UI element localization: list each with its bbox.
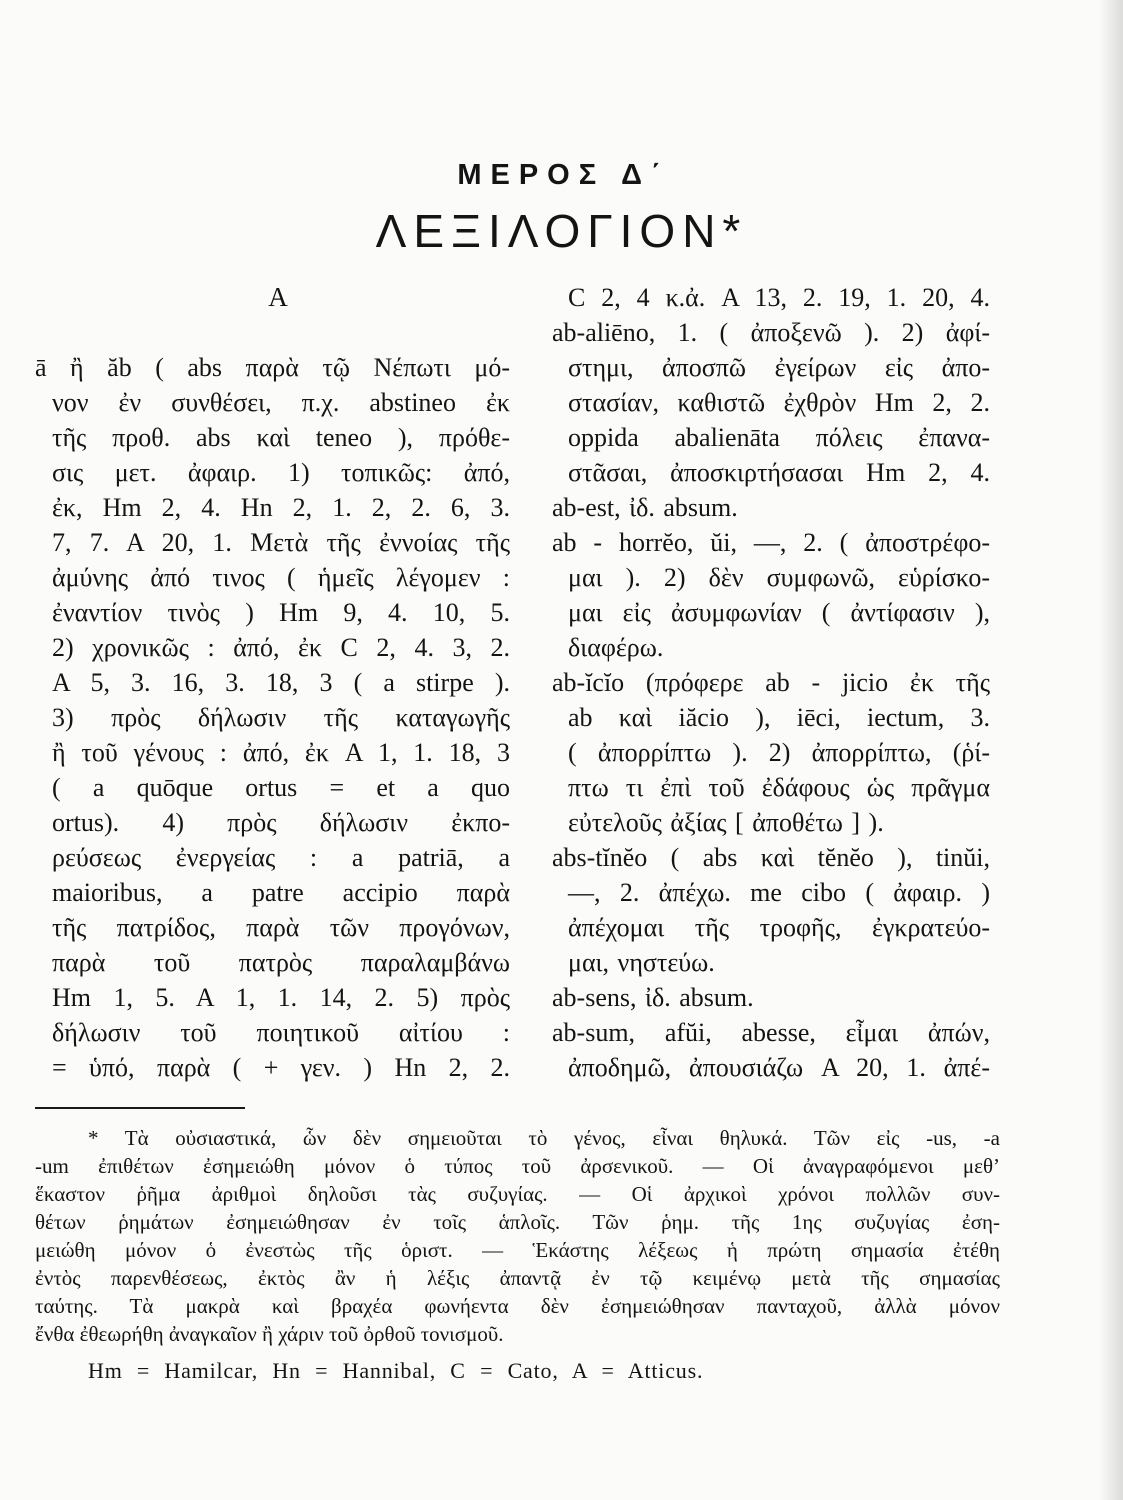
entry-line: 2) χρονικῶς : ἀπό, ἐκ C 2, 4. 3, 2. — [52, 633, 510, 662]
footnote-line: μειώθη μόνον ὁ ἐνεστὼς τῆς ὁριστ. — Ἑκάστης λέξεως ἡ πρώτη σημασία ἐτέθη — [35, 1238, 1000, 1262]
entry-line: μαι, νηστεύω. — [568, 948, 715, 977]
right-column — [552, 280, 990, 1085]
entry-line: διαφέρω. — [568, 633, 664, 662]
entry-line: ( a quōque ortus = et a quo — [52, 773, 510, 802]
entry-line: ( ἀπορρίπτω ). 2) ἀπορρίπτω, (ῥί- — [568, 738, 990, 767]
entry-line: εὐτελοῦς ἀξίας [ ἀποθέτω ] ). — [568, 808, 884, 837]
entry-line: maioribus, a patre accipio παρὰ — [52, 878, 510, 907]
footnote-line: ταύτης. Τὰ μακρὰ καὶ βραχέα φωνήεντα δὲν ἐσημειώθησαν πανταχοῦ, ἀλλὰ μόνον — [35, 1294, 1000, 1318]
entry-line: = ὑπό, παρὰ ( + γεν. ) Hn 2, 2. — [52, 1053, 510, 1082]
footnote-line: * Τὰ οὐσιαστικά, ὧν δὲν σημειοῦται τὸ γένος, εἶναι θηλυκά. Τῶν εἰς -us, -a — [88, 1126, 1000, 1150]
entry-line: ab - horrĕo, ŭi, —, 2. ( ἀποστρέφο- — [552, 528, 990, 557]
entry-line: ἐκ, Hm 2, 4. Hn 2, 1. 2, 2. 6, 3. — [52, 493, 510, 522]
entry-line: ab-ĭcĭo (πρόφερε ab - jicio ἐκ τῆς — [552, 668, 990, 697]
entry-line: ā ἢ ăb ( abs παρὰ τῷ Νέπωτι μό- — [35, 353, 510, 382]
entry-line: ἐναντίον τινὸς ) Hm 9, 4. 10, 5. — [52, 598, 510, 627]
entry-line: νον ἐν συνθέσει, π.χ. abstineo ἐκ — [52, 388, 510, 417]
entry-line: στασίαν, καθιστῶ ἐχθρὸν Hm 2, 2. — [568, 388, 990, 417]
entry-line: ab-est, ἰδ. absum. — [552, 493, 738, 522]
entry-line: ἢ τοῦ γένους : ἀπό, ἐκ A 1, 1. 18, 3 — [52, 738, 510, 767]
entry-line: παρὰ τοῦ πατρὸς παραλαμβάνω — [52, 948, 510, 977]
entry-line: πτω τι ἐπὶ τοῦ ἐδάφους ὡς πρᾶγμα — [568, 773, 990, 802]
entry-line: oppida abalienāta πόλεις ἐπανα- — [568, 423, 990, 452]
entry-line: στημι, ἀποσπῶ ἐγείρων εἰς ἀπο- — [568, 353, 990, 382]
section-letter-heading: A — [268, 282, 288, 312]
entry-line: δήλωσιν τοῦ ποιητικοῦ αἰτίου : — [52, 1018, 510, 1047]
abbreviations-key: Hm = Hamilcar, Hn = Hannibal, C = Cato, A = Atticus. — [88, 1358, 704, 1383]
footnote-line: θέτων ῥημάτων ἐσημειώθησαν ἐν τοῖς ἁπλοῖς. Τῶν ῥημ. τῆς 1ης συζυγίας ἐση- — [35, 1210, 1000, 1234]
footnote — [35, 1124, 1000, 1385]
entry-line: τῆς προθ. abs καὶ teneo ), πρόθε- — [52, 423, 510, 452]
entry-line: 3) πρὸς δήλωσιν τῆς καταγωγῆς — [52, 703, 510, 732]
footnote-line: ἕκαστον ῥῆμα ἀριθμοὶ δηλοῦσι τὰς συζυγίας. — Οἱ ἀρχικοὶ χρόνοι πολλῶν συν- — [35, 1182, 1000, 1206]
footnote-line: -um ἐπιθέτων ἐσημειώθη μόνον ὁ τύπος τοῦ ἀρσενικοῦ. — Οἱ ἀναγραφόμενοι μεθ’ — [35, 1154, 1000, 1178]
entry-line: ἀμύνης ἀπό τινος ( ἡμεῖς λέγομεν : — [52, 563, 510, 592]
entry-line: 7, 7. A 20, 1. Μετὰ τῆς ἐννοίας τῆς — [52, 528, 510, 557]
entry-line: Hm 1, 5. A 1, 1. 14, 2. 5) πρὸς — [52, 983, 510, 1012]
entry-line: ρεύσεως ἐνεργείας : a patriā, a — [52, 843, 510, 872]
part-heading: ΜΕΡΟΣ Δ΄ — [457, 159, 670, 191]
lexicon-title: ΛΕΞΙΛΟΓΙΟΝ* — [375, 205, 748, 257]
entry-line: ab-sens, ἰδ. absum. — [552, 983, 754, 1012]
entry-line: μαι ). 2) δὲν συμφωνῶ, εὑρίσκο- — [568, 563, 990, 592]
entry-line: μαι εἰς ἀσυμφωνίαν ( ἀντίφασιν ), — [568, 598, 990, 627]
entry-line: στᾶσαι, ἀποσκιρτήσασαι Hm 2, 4. — [568, 458, 990, 487]
entry-line: ab-sum, afŭi, abesse, εἶμαι ἀπών, — [552, 1018, 990, 1047]
entry-line: σις μετ. ἀφαιρ. 1) τοπικῶς: ἀπό, — [52, 458, 510, 487]
entry-line: abs-tĭnĕo ( abs καὶ tĕnĕo ), tinŭi, — [552, 843, 990, 872]
entry-line: ortus). 4) πρὸς δήλωσιν ἐκπο- — [52, 808, 510, 837]
left-column — [35, 350, 510, 1085]
entry-line: ἀποδημῶ, ἀπουσιάζω A 20, 1. ἀπέ- — [568, 1053, 990, 1082]
entry-line: ab-aliēno, 1. ( ἀποξενῶ ). 2) ἀφί- — [552, 318, 990, 347]
entry-line: ἀπέχομαι τῆς τροφῆς, ἐγκρατεύο- — [568, 913, 990, 942]
footnote-line: ἐντὸς παρενθέσεως, ἐκτὸς ἂν ἡ λέξις ἀπαντᾷ ἐν τῷ κειμένῳ μετὰ τῆς σημασίας — [35, 1266, 1000, 1290]
entry-line: —, 2. ἀπέχω. me cibo ( ἀφαιρ. ) — [568, 878, 990, 907]
entry-line: A 5, 3. 16, 3. 18, 3 ( a stirpe ). — [52, 668, 510, 697]
entry-line: ab καὶ iăcio ), iēci, iectum, 3. — [568, 703, 990, 732]
footnote-rule — [35, 1107, 245, 1109]
entry-line: C 2, 4 κ.ἀ. A 13, 2. 19, 1. 20, 4. — [568, 283, 990, 312]
entry-line: τῆς πατρίδος, παρὰ τῶν προγόνων, — [52, 913, 510, 942]
footnote-line: ἔνθα ἐθεωρήθη ἀναγκαῖον ἢ χάριν τοῦ ὀρθοῦ τονισμοῦ. — [35, 1322, 504, 1346]
